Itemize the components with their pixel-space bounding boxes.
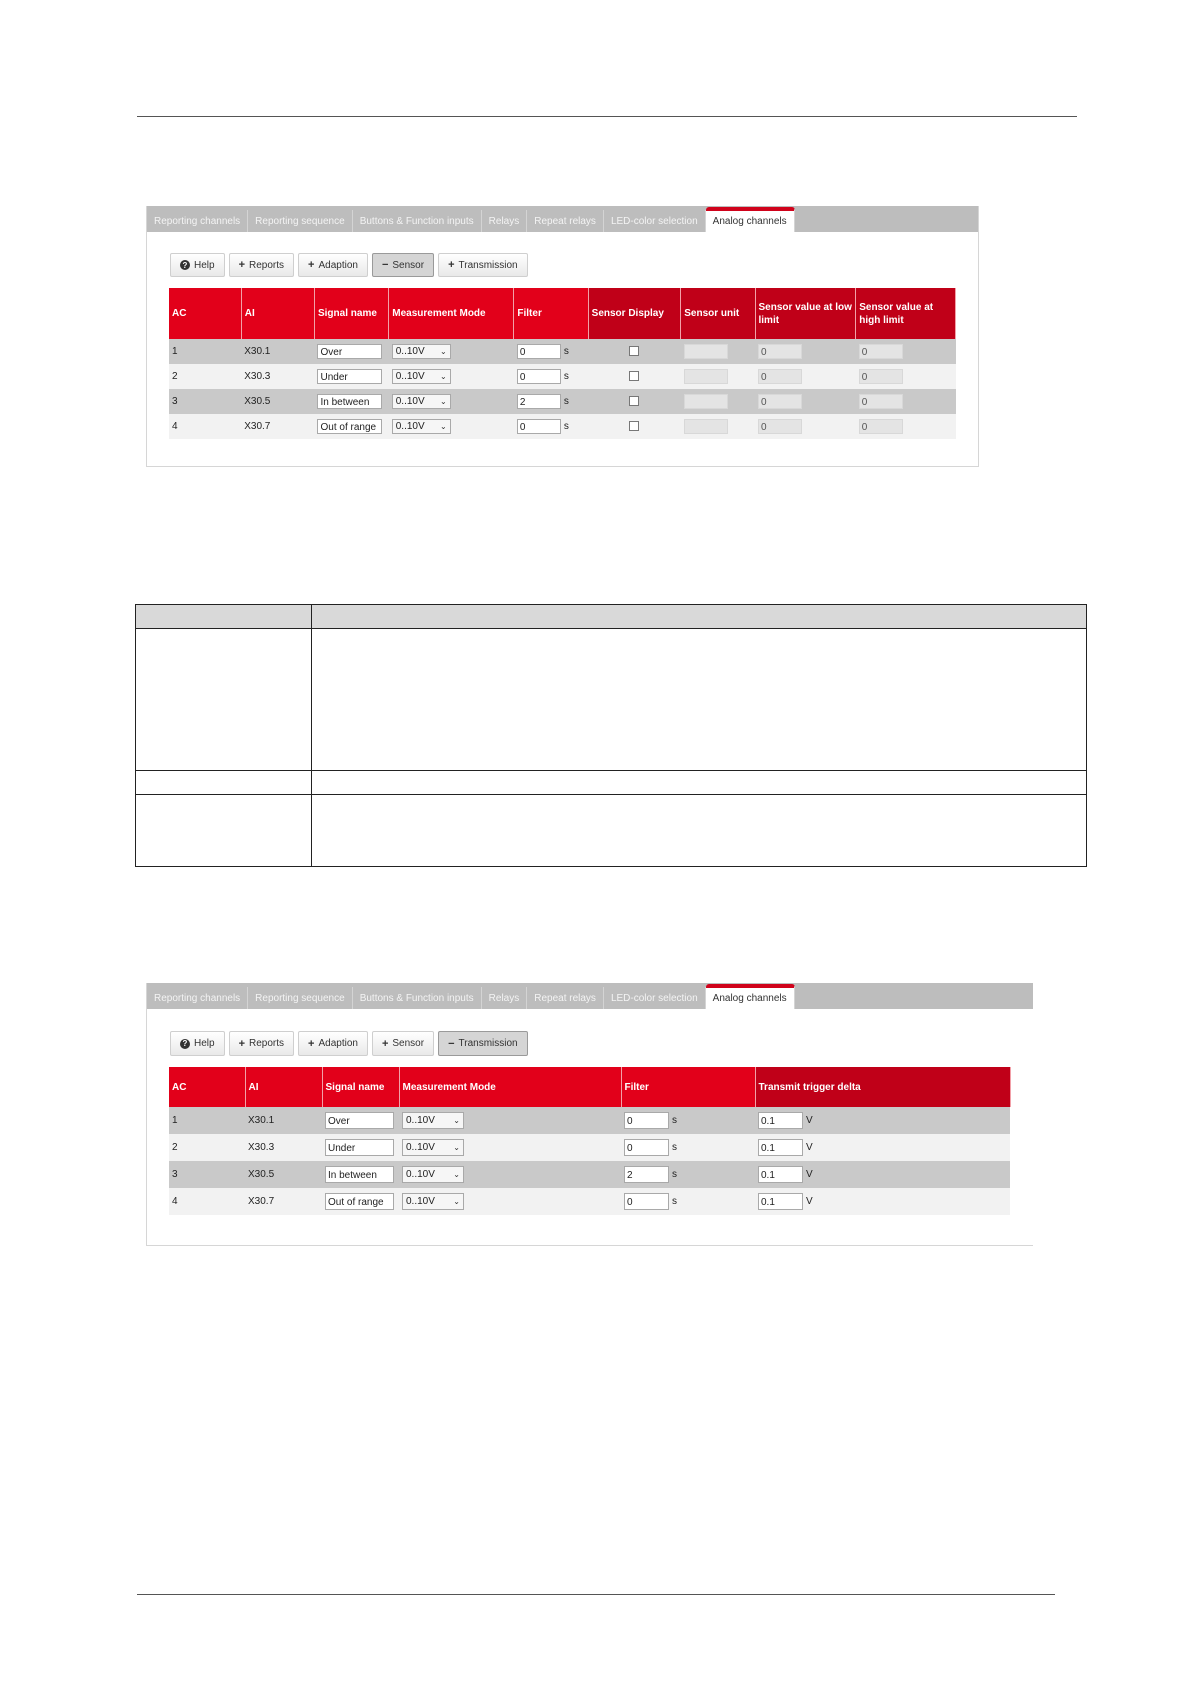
sensor-high-limit-input[interactable]: 0 bbox=[859, 419, 903, 434]
table-cell bbox=[312, 629, 1087, 771]
chevron-down-icon: ⌄ bbox=[453, 1197, 460, 1206]
reports-button[interactable]: + Reports bbox=[229, 253, 294, 277]
help-button[interactable]: ? Help bbox=[170, 253, 225, 277]
header-cell bbox=[136, 605, 312, 629]
chevron-down-icon: ⌄ bbox=[453, 1116, 460, 1125]
sensor-high-limit-input[interactable]: 0 bbox=[859, 344, 903, 359]
col-measurement-mode: Measurement Mode bbox=[399, 1067, 621, 1107]
sensor-low-limit-input[interactable]: 0 bbox=[758, 394, 802, 409]
analog-channels-sensor-panel bbox=[146, 206, 979, 467]
tab-reporting-sequence[interactable]: Reporting sequence bbox=[248, 210, 353, 232]
header-cell bbox=[312, 605, 1087, 629]
sensor-button[interactable]: − Sensor bbox=[372, 253, 434, 277]
filter-input[interactable]: 0 bbox=[624, 1112, 669, 1129]
footer-rule bbox=[137, 1594, 1055, 1595]
help-button[interactable]: ? Help bbox=[170, 1031, 225, 1056]
sensor-display-checkbox[interactable] bbox=[629, 396, 639, 406]
table-cell bbox=[312, 795, 1087, 867]
signal-name-input[interactable]: Under bbox=[317, 369, 382, 384]
measurement-mode-select[interactable]: 0..10V ⌄ bbox=[392, 344, 451, 359]
plus-icon: + bbox=[381, 1037, 389, 1050]
tab-repeat-relays[interactable]: Repeat relays bbox=[527, 987, 604, 1009]
sensor-low-limit-input[interactable]: 0 bbox=[758, 369, 802, 384]
reports-button[interactable]: + Reports bbox=[229, 1031, 294, 1056]
tab-repeat-relays[interactable]: Repeat relays bbox=[527, 210, 604, 232]
signal-name-input[interactable]: In between bbox=[317, 394, 382, 409]
tab-led-color-selection[interactable]: LED-color selection bbox=[604, 210, 706, 232]
tab-relays[interactable]: Relays bbox=[482, 210, 528, 232]
chevron-down-icon: ⌄ bbox=[440, 347, 447, 356]
col-signal-name: Signal name bbox=[322, 1067, 399, 1107]
col-measurement-mode: Measurement Mode bbox=[389, 288, 514, 339]
measurement-mode-select[interactable]: 0..10V ⌄ bbox=[402, 1112, 464, 1129]
signal-name-input[interactable]: Over bbox=[325, 1112, 394, 1129]
tab-reporting-channels[interactable]: Reporting channels bbox=[147, 210, 248, 232]
filter-input[interactable]: 2 bbox=[517, 394, 561, 409]
filter-input[interactable]: 0 bbox=[517, 369, 561, 384]
tab-analog-channels[interactable]: Analog channels bbox=[706, 984, 795, 1009]
col-ac: AC bbox=[169, 288, 241, 339]
chevron-down-icon: ⌄ bbox=[453, 1170, 460, 1179]
toolbar bbox=[170, 1031, 528, 1056]
tab-bar bbox=[147, 206, 978, 232]
trigger-delta-input[interactable]: 0.1 bbox=[758, 1139, 803, 1156]
sensor-display-checkbox[interactable] bbox=[629, 371, 639, 381]
tab-reporting-channels[interactable]: Reporting channels bbox=[147, 987, 248, 1009]
measurement-mode-select[interactable]: 0..10V ⌄ bbox=[392, 419, 451, 434]
tab-reporting-sequence[interactable]: Reporting sequence bbox=[248, 987, 353, 1009]
tab-relays[interactable]: Relays bbox=[482, 987, 528, 1009]
sensor-unit-input[interactable] bbox=[684, 369, 728, 384]
sensor-low-limit-input[interactable]: 0 bbox=[758, 419, 802, 434]
trigger-delta-input[interactable]: 0.1 bbox=[758, 1193, 803, 1210]
filter-input[interactable]: 0 bbox=[517, 344, 561, 359]
sensor-table bbox=[169, 288, 956, 439]
sensor-button[interactable]: + Sensor bbox=[372, 1031, 434, 1056]
plus-icon: + bbox=[308, 259, 315, 271]
table-row: 1 X30.1 Over 0..10V ⌄ 0 s 0 0 bbox=[169, 339, 956, 364]
table-row: 2 X30.3 Under 0..10V ⌄ 0 s 0 0 bbox=[169, 364, 956, 389]
signal-name-input[interactable]: In between bbox=[325, 1166, 394, 1183]
measurement-mode-select[interactable]: 0..10V ⌄ bbox=[392, 394, 451, 409]
header-rule bbox=[137, 116, 1077, 117]
chevron-down-icon: ⌄ bbox=[440, 422, 447, 431]
col-ai: AI bbox=[241, 288, 314, 339]
measurement-mode-select[interactable]: 0..10V ⌄ bbox=[392, 369, 451, 384]
sensor-display-checkbox[interactable] bbox=[629, 346, 639, 356]
chevron-down-icon: ⌄ bbox=[440, 397, 447, 406]
question-icon: ? bbox=[180, 260, 190, 270]
table-row: 4 X30.7 Out of range 0..10V ⌄ 0 s 0 0 bbox=[169, 414, 956, 439]
transmission-table bbox=[169, 1067, 1011, 1215]
tab-buttons-function-inputs[interactable]: Buttons & Function inputs bbox=[353, 210, 482, 232]
col-transmit-trigger-delta: Transmit trigger delta bbox=[755, 1067, 1010, 1107]
table-cell bbox=[312, 771, 1087, 795]
measurement-mode-select[interactable]: 0..10V ⌄ bbox=[402, 1193, 464, 1210]
question-icon: ? bbox=[180, 1039, 190, 1049]
filter-input[interactable]: 0 bbox=[624, 1139, 669, 1156]
plus-icon: + bbox=[448, 259, 455, 271]
plus-icon: + bbox=[238, 259, 246, 271]
col-ai: AI bbox=[245, 1067, 322, 1107]
table-cell bbox=[136, 795, 312, 867]
measurement-mode-select[interactable]: 0..10V ⌄ bbox=[402, 1166, 464, 1183]
table-row: 3 X30.5 In between 0..10V ⌄ 2 s 0.1 V bbox=[169, 1161, 1010, 1188]
table-row: 1 X30.1 Over 0..10V ⌄ 0 s 0.1 V bbox=[169, 1107, 1010, 1134]
transmission-button[interactable]: − Transmission bbox=[438, 1031, 528, 1056]
col-sensor-unit: Sensor unit bbox=[681, 288, 755, 339]
adaption-button[interactable]: + Adaption bbox=[298, 253, 368, 277]
signal-name-input[interactable]: Over bbox=[317, 344, 382, 359]
transmission-button[interactable]: + Transmission bbox=[438, 253, 528, 277]
signal-name-input[interactable]: Out of range bbox=[317, 419, 382, 434]
col-sensor-high-limit: Sensor value at high limit bbox=[856, 288, 956, 339]
tab-bar bbox=[147, 983, 1033, 1009]
filter-input[interactable]: 0 bbox=[624, 1193, 669, 1210]
col-filter: Filter bbox=[621, 1067, 755, 1107]
col-ac: AC bbox=[169, 1067, 245, 1107]
sensor-display-checkbox[interactable] bbox=[629, 421, 639, 431]
signal-name-input[interactable]: Under bbox=[325, 1139, 394, 1156]
table-row: 4 X30.7 Out of range 0..10V ⌄ 0 s 0.1 V bbox=[169, 1188, 1010, 1215]
table-cell bbox=[136, 629, 312, 771]
col-filter: Filter bbox=[514, 288, 588, 339]
tab-led-color-selection[interactable]: LED-color selection bbox=[604, 987, 706, 1009]
minus-icon: − bbox=[448, 1037, 455, 1050]
trigger-delta-input[interactable]: 0.1 bbox=[758, 1112, 803, 1129]
sensor-unit-input[interactable] bbox=[684, 394, 728, 409]
sensor-high-limit-input[interactable]: 0 bbox=[859, 369, 903, 384]
col-sensor-display: Sensor Display bbox=[588, 288, 681, 339]
sensor-low-limit-input[interactable]: 0 bbox=[758, 344, 802, 359]
table-cell bbox=[136, 771, 312, 795]
sensor-high-limit-input[interactable]: 0 bbox=[859, 394, 903, 409]
signal-name-input[interactable]: Out of range bbox=[325, 1193, 394, 1210]
table-row: 3 X30.5 In between 0..10V ⌄ 2 s 0 0 bbox=[169, 389, 956, 414]
col-sensor-low-limit: Sensor value at low limit bbox=[755, 288, 856, 339]
plus-icon: + bbox=[308, 1037, 315, 1050]
measurement-mode-select[interactable]: 0..10V ⌄ bbox=[402, 1139, 464, 1156]
filter-input[interactable]: 0 bbox=[517, 419, 561, 434]
toolbar bbox=[170, 253, 528, 277]
analog-channels-transmission-panel bbox=[146, 983, 1033, 1246]
chevron-down-icon: ⌄ bbox=[453, 1143, 460, 1152]
minus-icon: − bbox=[381, 259, 389, 271]
table-row: 2 X30.3 Under 0..10V ⌄ 0 s 0.1 V bbox=[169, 1134, 1010, 1161]
description-table bbox=[135, 604, 1087, 867]
sensor-unit-input[interactable] bbox=[684, 419, 728, 434]
col-signal-name: Signal name bbox=[314, 288, 388, 339]
filter-input[interactable]: 2 bbox=[624, 1166, 669, 1183]
sensor-unit-input[interactable] bbox=[684, 344, 728, 359]
tab-analog-channels[interactable]: Analog channels bbox=[706, 207, 795, 232]
tab-buttons-function-inputs[interactable]: Buttons & Function inputs bbox=[353, 987, 482, 1009]
adaption-button[interactable]: + Adaption bbox=[298, 1031, 368, 1056]
chevron-down-icon: ⌄ bbox=[440, 372, 447, 381]
plus-icon: + bbox=[238, 1037, 246, 1050]
trigger-delta-input[interactable]: 0.1 bbox=[758, 1166, 803, 1183]
